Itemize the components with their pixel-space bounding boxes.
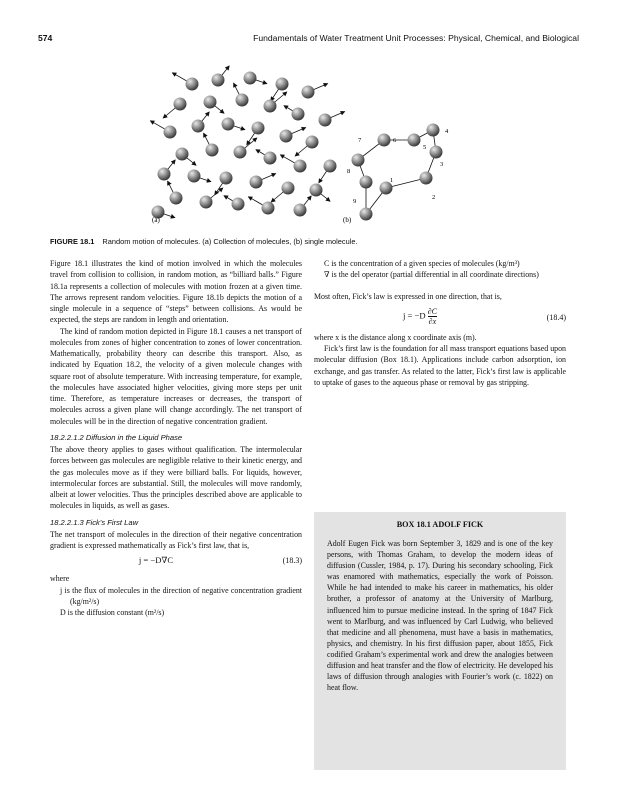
molecule-ball: [232, 198, 245, 211]
figure-caption: [50, 237, 590, 246]
equation-number: (18.4): [546, 312, 566, 322]
step-label: 9: [353, 198, 357, 205]
step-label: 6: [393, 137, 397, 144]
molecule-ball: [158, 168, 171, 181]
molecule-ball: [276, 78, 289, 91]
molecule-ball: [206, 144, 219, 157]
paragraph: Fick’s first law is the foundation for all mass transport equations based upon molecular diffusion (Box 18.1). Applications include carbon adsorption, ion exchange, and gas transfer. As related to the latter, Fick’s first law is applicable to uptake of gases to the aqueous phase or removal by gas stripping.: [314, 344, 566, 387]
definition-item: C is the concentration of a given species of molecules (kg/m³): [324, 259, 520, 268]
molecule-ball: [188, 170, 201, 183]
caption-text: Random motion of molecules. (a) Collection of molecules, (b) single molecule.: [102, 237, 358, 246]
page-number: 574: [38, 33, 53, 43]
molecule-ball: [310, 184, 323, 197]
molecule-ball: [236, 94, 249, 107]
step-label: 8: [347, 168, 351, 175]
molecule-ball: [264, 152, 277, 165]
equation-body: [314, 307, 526, 326]
figure-18-1: [140, 62, 480, 232]
fraction-numerator: ∂C: [427, 306, 438, 316]
paragraph: where x is the distance along x coordinate axis (m).: [314, 332, 477, 342]
step-label: 4: [445, 128, 449, 135]
definition-item: D is the diffusion constant (m²/s): [60, 608, 165, 617]
definition-item: j is the flux of molecules in the direction of negative concentration gradient (kg/m²/s): [60, 585, 302, 606]
molecule-ball: [244, 72, 257, 85]
molecule-ball: [430, 146, 443, 159]
molecule-ball: [262, 202, 275, 215]
molecule-ball: [360, 176, 373, 189]
molecule-ball: [378, 134, 391, 147]
molecule-ball: [200, 196, 213, 209]
section-heading: 18.2.2.1.3 Fick’s First Law: [50, 517, 139, 527]
molecule-ball: [174, 98, 187, 111]
paragraph: The above theory applies to gases without qualification. The intermolecular forces between gas molecules are negligible relative to their kinetic energy, and the gas molecules move as if they were billiard balls. For liquids, however, intermolecular forces are substantial. Still, the molecules will move randomly, albeit at lower velocities. Thus the principles described above are applicable to molecules in liquids, as well as gases.: [50, 445, 302, 511]
definitions: [60, 585, 302, 619]
molecule-ball: [176, 148, 189, 161]
molecule-ball: [408, 134, 421, 147]
section-heading: 18.2.2.1.2 Diffusion in the Liquid Phase: [50, 432, 183, 442]
step-label: 7: [358, 137, 362, 144]
molecule-ball: [324, 160, 337, 173]
equation-18-4: [314, 302, 566, 332]
molecule-ball: [319, 114, 332, 127]
partial-fraction: [428, 307, 437, 326]
step-label: 3: [440, 161, 444, 168]
step-label: 5: [423, 144, 427, 151]
molecule-ball: [250, 176, 263, 189]
fraction-denominator: ∂x: [428, 316, 437, 326]
step-label: 2: [432, 194, 436, 201]
molecule-ball: [420, 172, 433, 185]
single-molecule-path: [352, 124, 443, 221]
equation-18-3: [50, 551, 302, 573]
definitions: [324, 258, 566, 281]
molecule-ball: [220, 172, 233, 185]
molecule-ball: [306, 136, 319, 149]
molecule-ball: [264, 100, 277, 113]
box-title: BOX 18.1 ADOLF FICK: [396, 520, 484, 529]
molecule-ball: [302, 86, 315, 99]
molecule-ball: [352, 154, 365, 167]
molecule-ball: [164, 126, 177, 139]
figure-label-a: (a): [152, 216, 160, 224]
box-18-1: [314, 512, 566, 770]
paragraph: The net transport of molecules in the direction of their negative concentration gradient is expressed mathematically as Fick’s first law, that is,: [50, 529, 302, 550]
molecule-ball: [292, 108, 305, 121]
molecule-ball: [212, 74, 225, 87]
molecule-ball: [280, 130, 293, 143]
molecule-ball: [294, 204, 307, 217]
molecule-ball: [186, 78, 199, 91]
step-label: 1: [390, 177, 394, 184]
molecule-ball: [192, 120, 205, 133]
box-text: Adolf Eugen Fick was born September 3, 1829 and is one of the key persons, with Thomas Graham, to develop the modern ideas of diffusion (Cussler, 1984, p. 17). During his secondary schooling, Fick was enamored with mathematics, especially the work of Poisson. While he had intended to make his career in mathematics, his older brother, a professor of anatomy at the University of Marlburg, influenced him to pursue medicine instead. In the spring of 1847 Fick went to Marlburg, and was influenced by Carl Ludwig, who believed that medicine and all phenomena, must have a basis in mathematics, physics, and chemistry. In his first diffusion paper, about 1855, Fick codified Graham’s experimental work and drew the analogies between diffusion and heat transfer and the flow of electricity. He developed his laws of diffusion through analogies with Fourier’s work (c. 1822) on heat flow.: [327, 539, 553, 693]
molecule-collection: [150, 66, 344, 219]
running-title: Fundamentals of Water Treatment Unit Processes: Physical, Chemical, and Biological: [253, 33, 579, 43]
page-header: [38, 33, 579, 47]
left-column: [50, 258, 302, 618]
molecule-ball: [170, 192, 183, 205]
right-column: [314, 258, 566, 388]
equation-number: (18.3): [282, 556, 302, 566]
figure-label-b: (b): [343, 216, 352, 224]
definition-item: ∇ is the del operator (partial differential in all coordinate directions): [324, 270, 539, 280]
equation-body: j = −D∇C: [138, 555, 174, 566]
molecule-ball: [252, 122, 265, 135]
paragraph: Figure 18.1 illustrates the kind of motion involved in which the molecules travel from collision to collision, in random motion, as “billiard balls.” Figure 18.1a represents a collection of molecules with motion frozen at a given time. The arrows represent random velocities. Figure 18.1b depicts the motion of a single molecule in a sequence of “steps” between collisions. As would be expected, the steps are random in length and orientation.: [50, 259, 302, 325]
paragraph: The kind of random motion depicted in Figure 18.1 causes a net transport of molecules from zones of higher concentration to zones of lower concentration. Mathematically, probability theory can describe this transport. Also, as indicated by Equation 18.2, the velocity of a given molecule changes with square root of absolute temperature. With increasing temperature, for example, the molecules have associated higher velocities, giving more steps per unit time. Therefore, as temperature increases or decreases, the transport of molecules across a given plane will change accordingly. The net transport of molecules will be in the direction of negative concentration gradient.: [50, 326, 302, 426]
where-text: where: [50, 574, 70, 584]
equation-lhs: j = −D: [402, 310, 426, 321]
paragraph: Most often, Fick’s law is expressed in one direction, that is,: [314, 291, 502, 301]
molecule-ball: [204, 96, 217, 109]
molecule-ball: [294, 160, 307, 173]
molecule-ball: [222, 118, 235, 131]
molecule-ball: [234, 146, 247, 159]
molecule-ball: [427, 124, 440, 137]
molecule-ball: [360, 208, 373, 221]
caption-label: FIGURE 18.1: [50, 237, 95, 246]
molecule-ball: [282, 182, 295, 195]
